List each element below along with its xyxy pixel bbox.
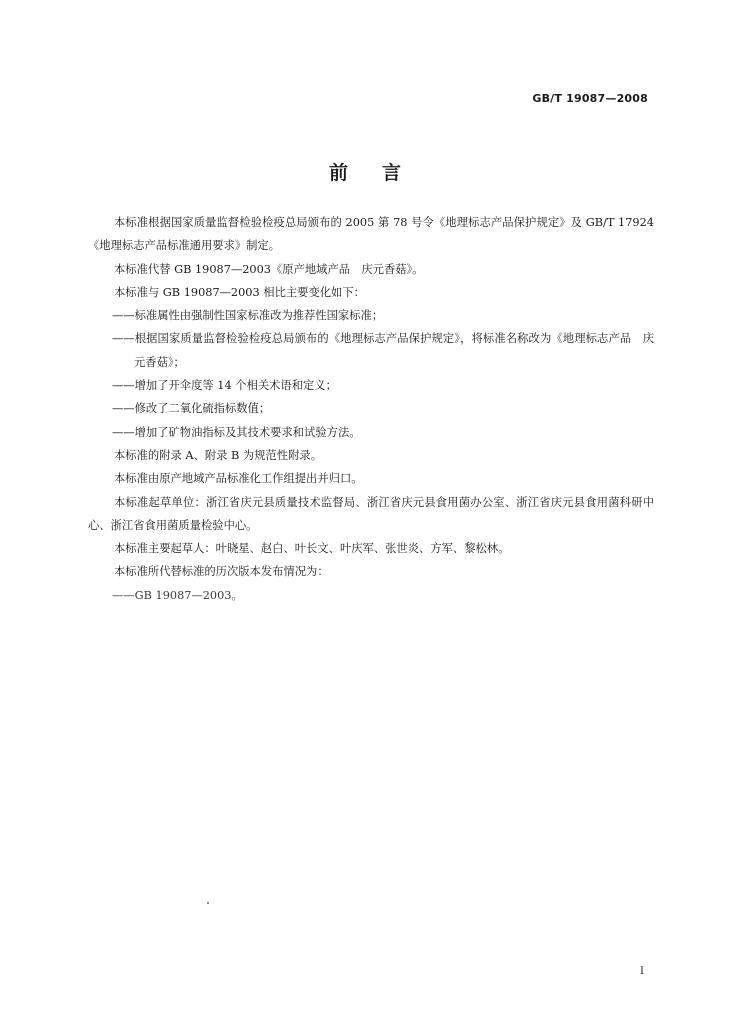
change-item: ——根据国家质量监督检验检疫总局颁布的《地理标志产品保护规定》，将标准名称改为《地理标志产品 庆元香菇》；: [112, 332, 654, 369]
page-number: I: [640, 966, 644, 977]
paragraph-basis: 本标准根据国家质量监督检验检疫总局颁布的 2005 第 78 号令《地理标志产品保护规定》及 GB/T 17924《地理标志产品标准通用要求》制定。: [88, 216, 654, 253]
page-title: 前言: [328, 162, 435, 184]
change-item: ——增加了开伞度等 14 个相关术语和定义；: [112, 379, 337, 393]
paragraph-changes-intro: 本标准与 GB 19087—2003 相比主要变化如下：: [114, 285, 365, 299]
paragraph-replaces: 本标准代替 GB 19087—2003《原产地域产品 庆元香菇》。: [114, 262, 424, 276]
foreword-body: [88, 211, 654, 607]
paragraph-proposer: 本标准由原产地域产品标准化工作组提出并归口。: [114, 472, 363, 486]
standard-code: GB/T 19087—2008: [532, 92, 648, 105]
change-item: ——标准属性由强制性国家标准改为推荐性国家标准；: [112, 309, 384, 323]
scan-speck: [207, 902, 209, 904]
change-item: ——增加了矿物油指标及其技术要求和试验方法。: [112, 425, 361, 439]
history-item: ——GB 19087—2003。: [112, 588, 243, 602]
change-item: ——修改了二氧化硫指标数值；: [112, 402, 271, 416]
paragraph-appendix: 本标准的附录 A、附录 B 为规范性附录。: [114, 448, 322, 462]
paragraph-history-intro: 本标准所代替标准的历次版本发布情况为：: [114, 565, 329, 579]
paragraph-drafters: 本标准主要起草人：叶晓星、赵白、叶长文、叶庆军、张世炎、方军、黎松林。: [114, 542, 510, 556]
paragraph-drafting-units: 本标准起草单位：浙江省庆元县质量技术监督局、浙江省庆元县食用菌办公室、浙江省庆元县食用菌科研中心、浙江省食用菌质量检验中心。: [88, 495, 654, 532]
